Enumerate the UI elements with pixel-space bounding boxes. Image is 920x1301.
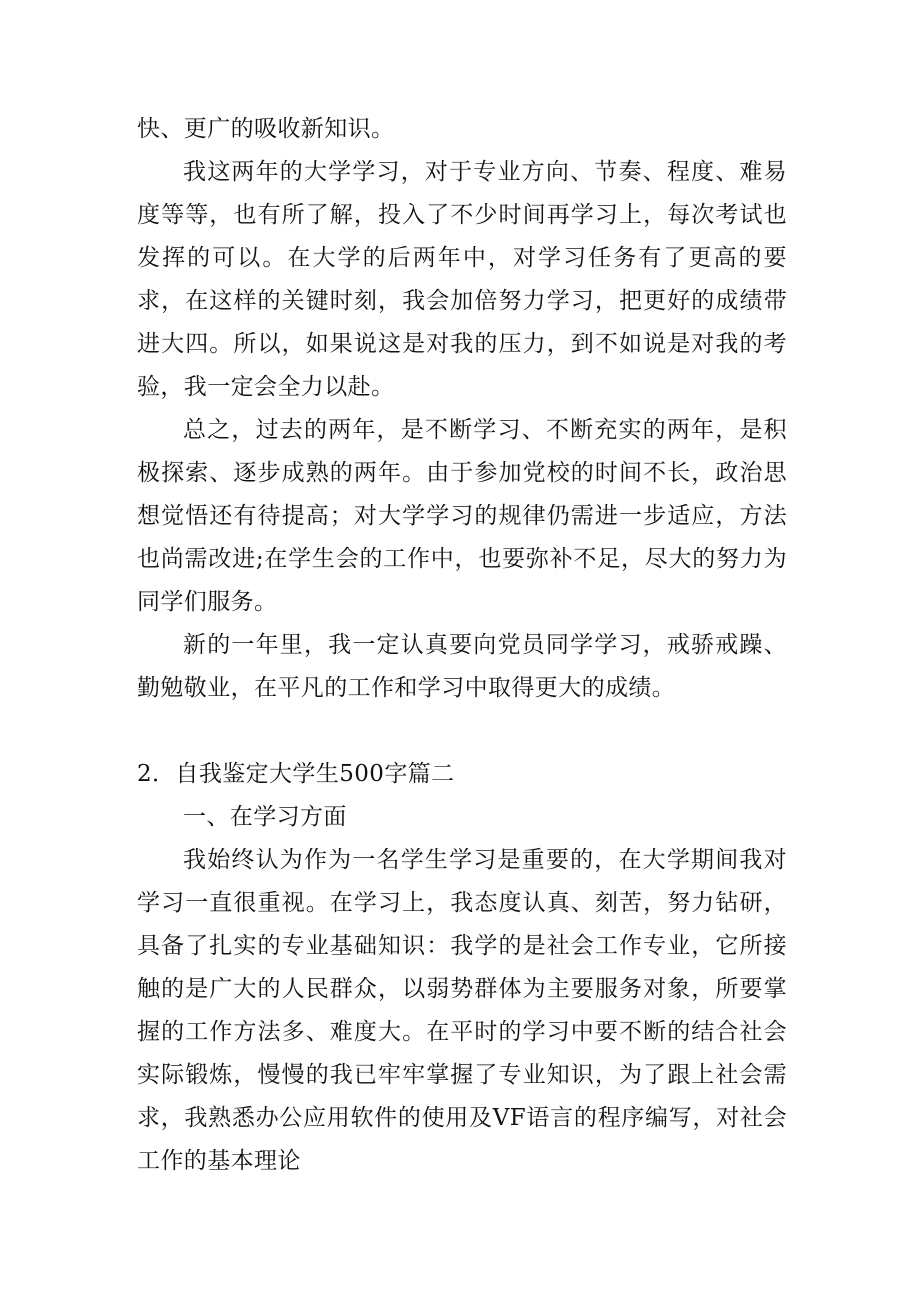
paragraph-study-aspect: 我始终认为作为一名学生学习是重要的，在大学期间我对学习一直很重视。在学习上，我态度认真、刻苦，努力钻研，具备了扎实的专业基础知识：我学的是社会工作专业，它所接触的是广大的人民群众，以弱势群体为主要服务对象，所要掌握的工作方法多、难度大。在平时的学习中要不断的结合社会实际锻炼，慢慢的我已牢牢掌握了专业知识，为了跟上社会需求，我熟悉办公应用软件的使用及VF语言的程序编写，对社会工作的基本理论 [137,847,787,1174]
document-body [137,108,787,1183]
paragraph-new-year: 新的一年里，我一定认真要向党员同学学习，戒骄戒躁、勤勉敬业，在平凡的工作和学习中取得更大的成绩。 [137,632,787,701]
section-heading: 2．自我鉴定大学生500字篇二 [137,761,455,787]
section-subheading: 一、在学习方面 [183,804,347,830]
paragraph-continuation: 快、更广的吸收新知识。 [137,116,395,142]
section-spacer [137,710,787,753]
paragraph-summary: 总之，过去的两年，是不断学习、不断充实的两年，是积极探索、逐步成熟的两年。由于参加党校的时间不长，政治思想觉悟还有待提高；对大学学习的规律仍需进一步适应，方法也尚需改进;在学生会的工作中，也要弥补不足，尽大的努力为同学们服务。 [137,417,787,615]
paragraph-study-two-years: 我这两年的大学学习，对于专业方向、节奏、程度、难易度等等，也有所了解，投入了不少时间再学习上，每次考试也发挥的可以。在大学的后两年中，对学习任务有了更高的要求，在这样的关键时刻，我会加倍努力学习，把更好的成绩带进大四。所以，如果说这是对我的压力，到不如说是对我的考验，我一定会全力以赴。 [137,159,787,400]
